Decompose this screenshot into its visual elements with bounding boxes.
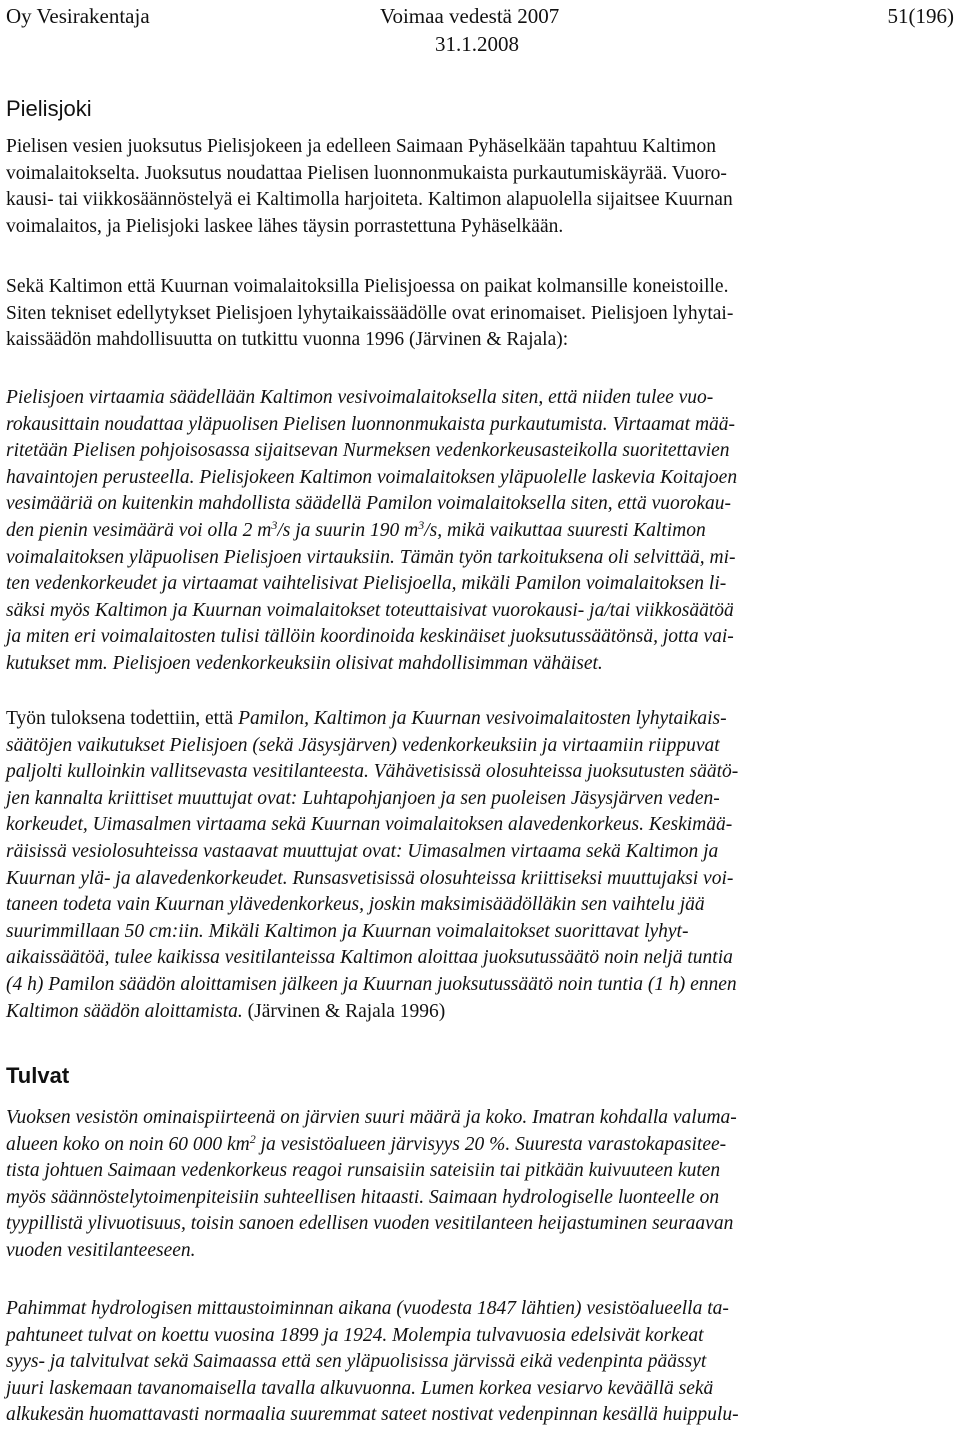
text-line: Pielisen vesien juoksutus Pielisjokeen ja edelleen Saimaan Pyhäselkään tapahtuu Kaltimon [6,136,716,157]
text-line: räisissä vesiolosuhteissa vastaavat muuttujat ovat: Uimasalmen virtaama sekä Kaltimon ja [6,840,719,862]
text-line: paljolti kulloinkin vallitsevasta vesitilanteesta. Vähävetisissä olosuhteissa juoksutusten säätö- [6,761,739,783]
paragraph-koneistot [6,274,954,354]
text-line [6,999,954,1026]
text-line: ten vedenkorkeudet ja virtaamat vaihtelisivat Pielisjoella, mikäli Pamilon voimalaitoksen li- [6,573,727,595]
text-line: voimalaitoksen yläpuolisen Pielisjoen virtauksiin. Tämän työn tarkoituksena oli selvittää, mi- [6,546,736,568]
text-line: Pielisjoen virtaamia säädellään Kaltimon vesivoimalaitoksella siten, että niiden tulee vuo- [6,387,714,408]
text-line: voimalaitokselta. Juoksutus noudattaa Pielisen luonnonmukaista purkautumiskäyrää. Vuoro- [6,162,727,184]
text-line: korkeudet, Uimasalmen virtaama sekä Kuurnan voimalaitoksen alavedenkorkeus. Keskimää- [6,814,733,836]
text-line: kaissäädön mahdollisuutta on tutkittu vuonna 1996 (Järvinen & Rajala): [6,329,569,351]
text-fragment: Työn tuloksena todettiin, että [6,708,239,729]
paragraph-intro [6,134,954,240]
text-line: voimalaitos, ja Pielisjoki laskee lähes täysin porrastettuna Pyhäselkään. [6,215,564,237]
text-line: myös säännöstelytoimenpiteisiin suhteellisen hitaasti. Saimaan hydrologiselle luonteelle on [6,1186,720,1208]
text-fragment: den pienin vesimäärä voi olla 2 m [6,519,272,541]
text-line: kausi- tai viikkosäännöstelyä ei Kaltimolla harjoiteta. Kaltimon alapuolella sijaitsee Kuurnan [6,189,733,211]
superscript: 2 [249,1131,256,1146]
paragraph-quote-saadot [6,385,954,678]
text-line: jen kannalta kriittiset muuttujat ovat: Luhtapohjanjoen ja sen puoleisen Jäsysjärven veden- [6,787,720,809]
text-fragment: /s ja suurin 190 m [277,519,419,541]
text-line: alkukesän huomattavasti normaalia suuremmat sateet nostivat vedenpinnan kesällä huippulu- [6,1404,739,1426]
text-line: säksi myös Kaltimon ja Kuurnan voimalaitokset toteuttaisivat vuorokausi- ja/tai viikkosäätöä [6,599,734,621]
text-line: rokausittain noudattaa yläpuolisen Pielisen luonnonmukaista purkautumista. Virtaamat mää- [6,413,736,435]
text-line [6,1132,954,1159]
text-line: Kuurnan ylä- ja alavedenkorkeudet. Runsasvetisissä olosuhteissa kriittiseksi muuttujaksi voi- [6,867,734,889]
text-line: syys- ja talvitulvat sekä Saimaassa että sen yläpuolisissa järvissä eikä vedenpinta päässyt [6,1351,707,1373]
text-line [6,518,954,545]
text-line: ja miten eri voimalaitosten tulisi tällöin koordinoida keskinäiset juoksutussäätönsä, jotta vai- [6,626,734,648]
superscript: 3 [271,517,278,532]
text-line: kutukset mm. Pielisjoen vedenkorkeuksiin olisivat mahdollisimman vähäiset. [6,652,603,674]
text-fragment: Pamilon, Kaltimon ja Kuurnan vesivoimalaitosten lyhytaikais- [238,708,727,729]
text-line: ritetään Pielisen pohjoisosassa sijaitsevan Nurmeksen vedenkorkeusasteikolla suoritettavien [6,440,730,462]
text-fragment: /s, mikä vaikuttaa suuresti Kaltimon [424,519,706,541]
text-fragment: (Järvinen & Rajala 1996) [242,1000,446,1022]
text-line: aikaissäätöä, tulee kaikissa vesitilanteissa Kaltimon aloittaa juoksutussäätö noin neljä tuntia [6,947,733,969]
text-line: Vuoksen vesistön ominaispiirteenä on järvien suuri määrä ja koko. Imatran kohdalla valuma- [6,1107,737,1128]
header-company: Oy Vesirakentaja [6,4,150,28]
paragraph-vuoksen-vesisto [6,1105,954,1265]
text-line: Siten tekniset edellytykset Pielisjoen lyhytaikaissäädölle ovat erinomaiset. Pielisjoen lyhytai- [6,302,734,324]
text-line: suurimmillaan 50 cm:iin. Mikäli Kaltimon ja Kuurnan voimalaitokset suorittavat lyhyt- [6,920,689,942]
text-line: vuoden vesitilanteeseen. [6,1239,196,1261]
header-validity: Voimaa vedestä 2007 [380,4,560,28]
text-line: juuri laskemaan tavanomaisella tavalla alkuvuonna. Lumen korkea vesiarvo keväällä sekä [6,1377,714,1399]
header-date: 31.1.2008 [435,32,519,56]
text-line: havaintojen perusteella. Pielisjokeen Kaltimon voimalaitoksen yläpuolelle laskevia Koitajoen [6,466,738,488]
header-page-number: 51(196) [887,4,954,28]
text-line [6,706,954,733]
text-line: pahtuneet tulvat on koettu vuosina 1899 ja 1924. Molempia tulvavuosia edelsivät korkeat [6,1324,704,1346]
text-line: säätöjen vaikutukset Pielisjoen (sekä Jäsysjärven) vedenkorkeuksiin ja virtaamiin riippuvat [6,734,720,756]
text-fragment: ja vesistöalueen järvisyys 20 %. Suuresta varastokapasitee- [255,1133,727,1155]
text-fragment: alueen koko on noin 60 000 km [6,1133,250,1155]
text-line: Pahimmat hydrologisen mittaustoiminnan aikana (vuodesta 1847 lähtien) vesistöalueella ta- [6,1298,729,1319]
text-fragment: Kaltimon säädön aloittamista. [6,1000,243,1022]
text-line: taneen todeta vain Kuurnan ylävedenkorkeus, joskin maksimisäädölläkin sen vaihtelu jää [6,894,705,916]
superscript: 3 [418,517,425,532]
text-line: tista johtuen Saimaan vedenkorkeus reagoi runsaisiin sateisiin tai pitkään kuivuuteen kuten [6,1160,721,1182]
text-line: (4 h) Pamilon säädön aloittamisen jälkeen ja Kuurnan juoksutussäätö noin tuntia (1 h) ennen [6,973,737,995]
text-line: Sekä Kaltimon että Kuurnan voimalaitoksilla Pielisjoessa on paikat kolmansille koneistoille. [6,276,729,297]
text-line: tyypillistä ylivuotisuus, toisin sanoen edellisen vuoden vesitilanteen heijastuminen seuraavan [6,1213,734,1235]
paragraph-tulokset [6,706,954,1025]
paragraph-pahimmat-tulvat [6,1296,954,1429]
text-line: vesimääriä on kuitenkin mahdollista säädellä Pamilon voimalaitoksella siten, että vuorokau- [6,493,732,515]
section-heading-tulvat: Tulvat [6,1063,70,1088]
section-heading-pielisjoki: Pielisjoki [6,96,92,121]
